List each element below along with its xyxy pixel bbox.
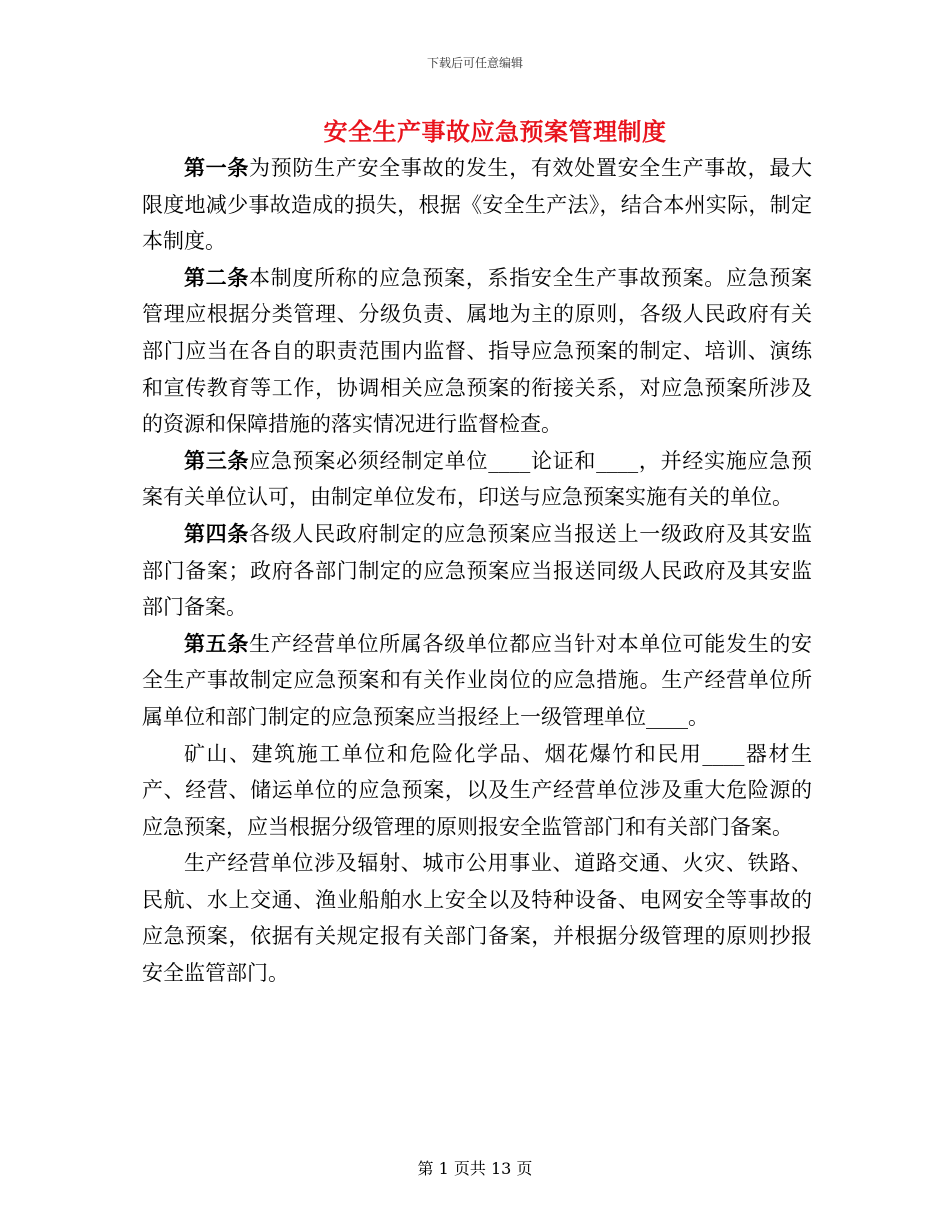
article-text: 生产经营单位所属各级单位都应当针对本单位可能发生的安全生产事故制定应急预案和有关作业岗位的应急措施。生产经营单位所属单位和部门制定的应急预案应当报经上一级管理单位____。 [142,631,813,729]
article-label: 第三条 [184,447,250,473]
article-label: 第二条 [184,264,250,290]
paragraph-mines-filing [142,736,812,846]
paragraph-article-3 [142,443,812,516]
paragraph-article-1 [142,150,812,260]
paragraph-article-5 [142,626,812,736]
paragraph-text: 生产经营单位涉及辐射、城市公用事业、道路交通、火灾、铁路、民航、水上交通、渔业船舶水上安全以及特种设备、电网安全等事故的应急预案，依据有关规定报有关部门备案，并根据分级管理的原则抄报安全监管部门。 [142,851,812,986]
paragraph-text: 矿山、建筑施工单位和危险化学品、烟花爆竹和民用____器材生产、经营、储运单位的应急预案，以及生产经营单位涉及重大危险源的应急预案，应当根据分级管理的原则报安全监管部门和有关部门备案。 [142,741,812,839]
article-text: 应急预案必须经制定单位____论证和____，并经实施应急预案有关单位认可，由制定单位发布，印送与应急预案实施有关的单位。 [142,448,813,510]
article-text: 本制度所称的应急预案，系指安全生产事故预案。应急预案管理应根据分类管理、分级负责、属地为主的原则，各级人民政府有关部门应当在各自的职责范围内监督、指导应急预案的制定、培训、演练和宣传教育等工作，协调相关应急预案的衔接关系，对应急预案所涉及的资源和保障措施的落实情况进行监督检查。 [142,265,813,437]
document-title: 安全生产事故应急预案管理制度 [323,117,667,146]
paragraph-article-4 [142,516,812,626]
document-body [142,150,812,992]
page-number: 第 1 页共 13 页 [417,1159,533,1178]
article-label: 第四条 [184,520,250,546]
article-text: 各级人民政府制定的应急预案应当报送上一级政府及其安监部门备案；政府各部门制定的应急预案应当报送同级人民政府及其安监部门备案。 [142,521,813,620]
header-note: 下载后可任意编辑 [426,56,523,70]
paragraph-special-sectors-filing [142,845,812,991]
article-label: 第一条 [184,155,250,180]
paragraph-article-2 [142,260,812,443]
article-label: 第五条 [184,630,250,656]
article-text: 为预防生产安全事故的发生，有效处置安全生产事故，最大限度地减少事故造成的损失，根据《安全生产法》，结合本州实际，制定本制度。 [142,156,813,254]
